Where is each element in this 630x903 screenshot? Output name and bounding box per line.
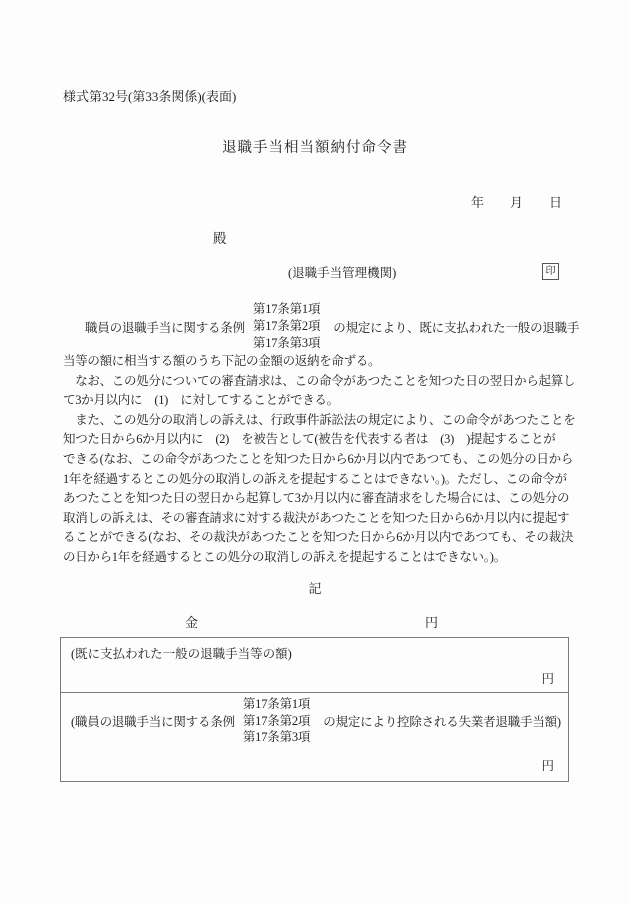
date-line: 年 月 日: [470, 195, 562, 210]
deduction-tail: の規定により控除される失業者退職手当額): [323, 714, 561, 729]
seal-mark: [542, 263, 559, 280]
amount-prefix-label: 金: [185, 615, 199, 630]
body-line: なお、この処分についての審査請求は、この命令があつたことを知つた日の翌日から起算し: [63, 373, 576, 388]
body-line: 当等の額に相当する額のうち下記の金額の返納を命ずる。: [63, 354, 381, 368]
row2-yen-unit: 円: [541, 759, 554, 773]
ordinance-article-stack: [253, 301, 320, 352]
body-line: できる(なお、この命令があつたことを知つた日から6か月以内であつても、この処分の日から: [63, 451, 574, 466]
table-row-unemployment-deduction: [61, 693, 568, 781]
article-item-2: 第17条第2項: [252, 319, 321, 333]
row1-label: (既に支払われた一般の退職手当等の額): [71, 647, 292, 661]
deduction-lead: (職員の退職手当に関する条例: [71, 714, 235, 729]
row1-yen-unit: 円: [541, 672, 554, 686]
article-item-3: 第17条第3項: [242, 730, 311, 744]
page-title: 退職手当相当額納付命令書: [222, 140, 408, 156]
body-line: て3か月以内に (1) に対してすることができる。: [63, 393, 339, 408]
body-line: 取消しの訴えは、その審査請求に対する裁決があつたことを知つた日から6か月以内に提起す: [63, 510, 570, 525]
amount-line: [0, 612, 630, 630]
body-line: あつたことを知つた日の翌日から起算して3か月以内に審査請求をした場合には、この処分の: [63, 491, 570, 506]
body-line: ることができる(なお、その裁決があつたことを知つた日から6か月以内であつても、その裁決: [63, 530, 574, 545]
body-line: また、この処分の取消しの訴えは、行政事件訴訟法の規定により、この命令があつたことを: [63, 412, 576, 427]
body-line: 1年を経過するとこの処分の取消しの訴えを提起することはできない。)。ただし、この命令が: [63, 471, 567, 486]
article-item-3: 第17条第3項: [252, 336, 321, 350]
amount-unit-label: 円: [425, 615, 439, 630]
article-item-1: 第17条第1項: [242, 697, 311, 711]
issuer-label: (退職手当管理機関): [288, 266, 397, 280]
seal-character: 印: [545, 265, 556, 277]
amount-table: [60, 637, 569, 782]
body-line: の日から1年を経過するとこの処分の取消しの訴えを提起することはできない。)。: [63, 549, 506, 564]
ordinance-lead: 職員の退職手当に関する条例: [85, 320, 245, 335]
form-number: 様式第32号(第33条関係)(表面): [63, 89, 237, 104]
body-paragraph: [63, 352, 575, 568]
ordinance-clause: [85, 301, 579, 352]
body-line: 知つた日から6か月以内に (2) を被告として(被告を代表する者は (3) )提起することが: [63, 432, 556, 447]
addressee-honorific: 殿: [213, 231, 227, 246]
record-heading: 記: [308, 581, 322, 596]
ordinance-tail: の規定により、既に支払われた一般の退職手: [333, 320, 580, 335]
table-row-paid-retirement-allowance: [61, 638, 568, 693]
deduction-clause: [71, 696, 561, 746]
deduction-article-stack: [243, 696, 310, 746]
article-item-1: 第17条第1項: [252, 302, 321, 316]
article-item-2: 第17条第2項: [242, 713, 311, 728]
